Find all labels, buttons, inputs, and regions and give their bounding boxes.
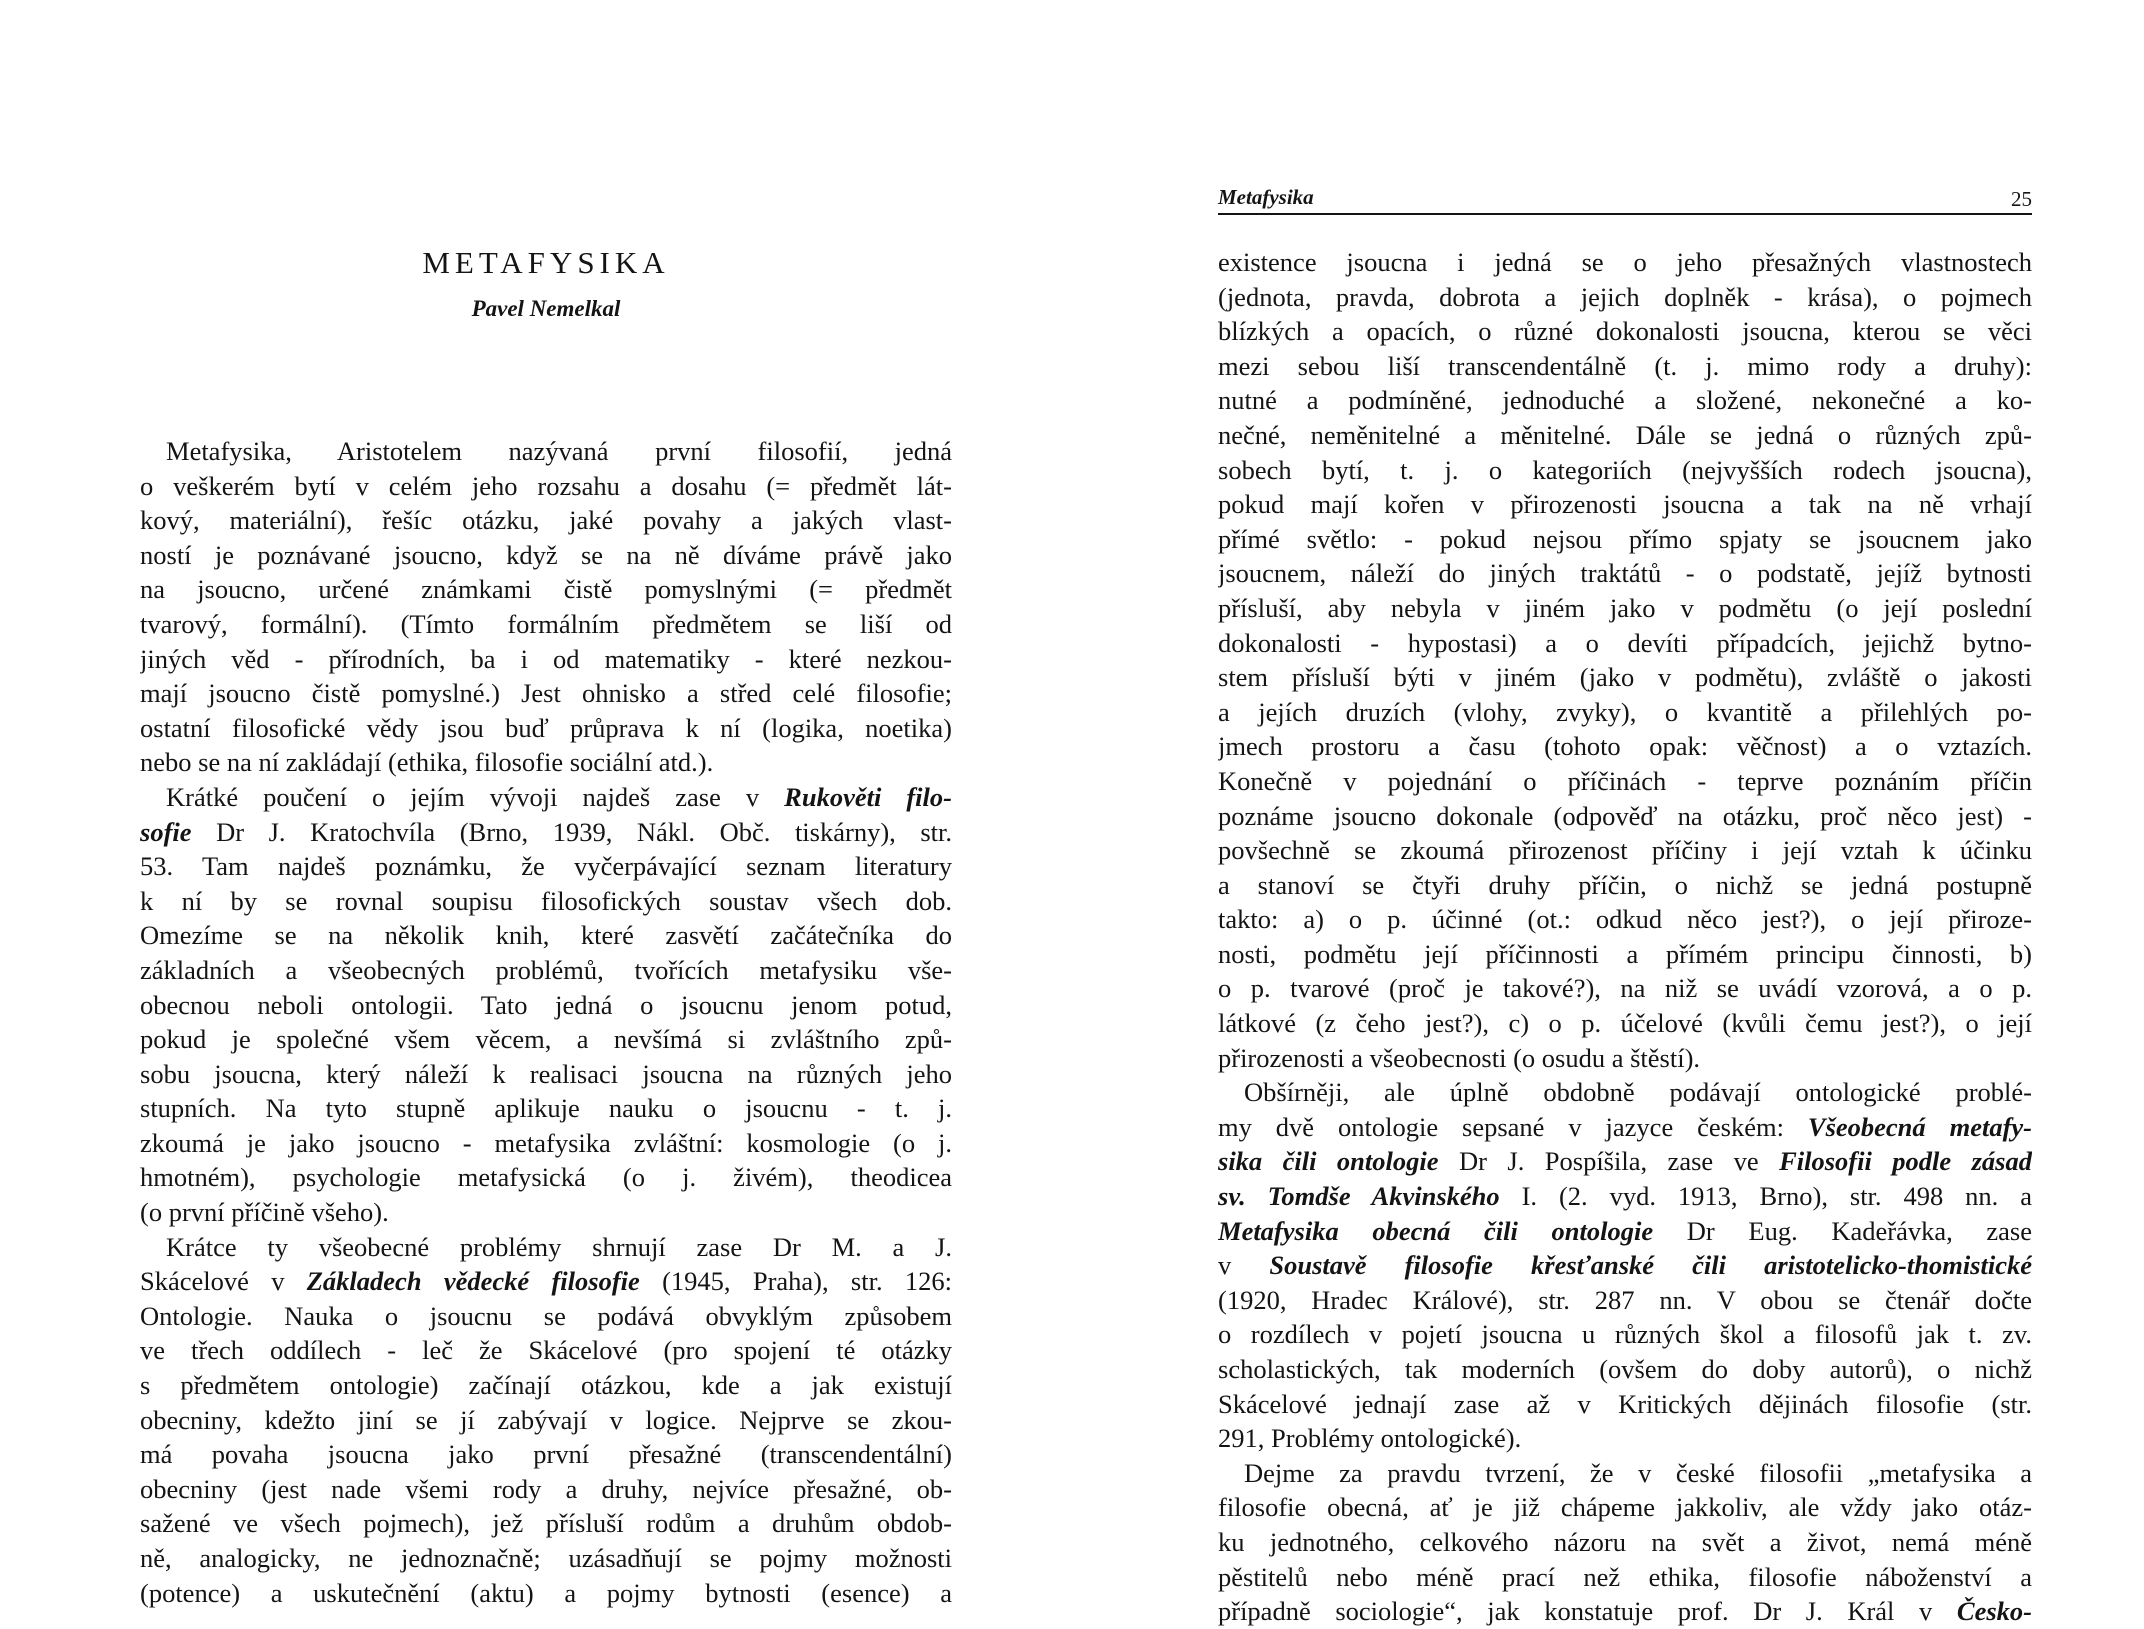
text-run: Dr J. Kratochvíla (Brno, 1939, Nákl. Obč. tiskárny), str. xyxy=(191,816,952,847)
right-page-text xyxy=(1218,245,2032,1629)
text-line: k ní by se rovnal soupisu filosofických soustav všech dob. xyxy=(140,885,952,916)
text-run: my dvě ontologie sepsané v jazyce českém: xyxy=(1218,1111,1808,1142)
text-line: Metafysika, Aristotelem nazývaná první filosofií, jedná xyxy=(166,436,952,466)
text-line: a jejích druzích (vlohy, zvyky), o kvantitě a přilehlých po- xyxy=(1218,696,2032,727)
text-line: nutné a podmíněné, jednoduché a složené, nekonečné a ko- xyxy=(1218,385,2032,416)
text-run: Skácelové v xyxy=(140,1266,307,1297)
text-line: (potence) a uskutečnění (aktu) a pojmy bytnosti (esence) a xyxy=(140,1577,952,1608)
text-line: Obšírněji, ale úplně obdobně podávají ontologické problé- xyxy=(1244,1077,2032,1108)
text-line: 291, Problémy ontologické). xyxy=(1218,1423,1522,1454)
left-page-text xyxy=(140,434,952,1610)
text-line xyxy=(140,780,952,815)
text-line: jiných věd - přírodních, ba i od matematiky - které nezkou- xyxy=(140,643,952,674)
text-line: (o první příčině všeho). xyxy=(140,1197,389,1228)
title-run: Soustavě filosofie křesťanské čili aristotelicko-thomistické xyxy=(1269,1250,2032,1281)
left-page xyxy=(0,0,1072,1608)
right-page xyxy=(1072,0,2144,1627)
article-heading: METAFYSIKA xyxy=(422,245,670,280)
text-line xyxy=(1218,1110,2032,1145)
text-line: pěstitelů nebo méně prací než ethika, filosofie náboženství a xyxy=(1218,1561,2032,1592)
text-run: případně sociologie“, jak konstatuje prof. Dr J. Král v xyxy=(1218,1596,1957,1627)
text-line: látkové (z čeho jest?), c) o p. účelové (kvůli čemu jest?), o její xyxy=(1218,1008,2032,1039)
running-title: Metafysika xyxy=(1218,185,1314,209)
text-line: nečné, neměnitelné a měnitelné. Dále se jedná o různých způ- xyxy=(1218,419,2032,450)
text-line xyxy=(1218,1144,2032,1179)
text-line: jmech prostoru a času (tohoto opak: věčnost) a o vztazích. xyxy=(1218,731,2032,762)
title-run: Česko- xyxy=(1956,1596,2032,1627)
text-line: takto: a) o p. účinné (ot.: odkud něco jest?), o její přiroze- xyxy=(1218,904,2032,935)
text-line: ností je poznávané jsoucno, když se na ně díváme právě jako xyxy=(140,539,952,570)
text-line: ve třech oddílech - leč že Skácelové (pro spojení té otázky xyxy=(140,1335,952,1366)
text-line: ku jednotného, celkového názoru na svět a život, nemá méně xyxy=(1218,1526,2032,1557)
text-line xyxy=(140,815,952,850)
text-line: přísluší, aby nebyla v jiném jako v podmětu (o její poslední xyxy=(1218,592,2032,623)
text-line xyxy=(140,1264,952,1299)
text-line: o rozdílech v pojetí jsoucna u různých škol a filosofů jak t. zv. xyxy=(1218,1319,2032,1350)
text-run: (1945, Praha), str. 126: xyxy=(639,1266,952,1297)
running-header xyxy=(1218,183,2032,215)
text-line: s předmětem ontologie) začínají otázkou, kde a jak existují xyxy=(140,1370,952,1401)
text-line: filosofie obecná, ať je již chápeme jakkoliv, ale vždy jako otáz- xyxy=(1218,1492,2032,1523)
text-line: tvarový, formální). (Tímto formálním předmětem se liší od xyxy=(140,608,952,639)
text-line: obecniny, kdežto jiní se jí zabývají v logice. Nejprve se zkou- xyxy=(140,1404,952,1435)
text-line: Omezíme se na několik knih, které zasvětí začátečníka do xyxy=(140,920,952,951)
title-run: Všeobecná metafy- xyxy=(1807,1111,2032,1142)
text-line: stupních. Na tyto stupně aplikuje nauku o jsoucnu - t. j. xyxy=(140,1093,952,1124)
page-number: 25 xyxy=(2011,187,2032,211)
text-line: dokonalosti - hypostasi) a o devíti případcích, jejichž bytno- xyxy=(1218,627,2032,658)
text-line xyxy=(1218,1248,2032,1283)
text-line: Skácelové jednají zase až v Kritických dějinách filosofie (str. xyxy=(1218,1388,2032,1419)
text-line: povšechně se zkoumá přirozenost příčiny i její vztah k účinku xyxy=(1218,835,2032,866)
text-line: scholastických, tak moderních (ovšem do doby autorů), o nichž xyxy=(1218,1354,2032,1384)
text-line: poznáme jsoucno dokonale (odpověď na otázku, proč něco jest) - xyxy=(1218,800,2032,831)
text-line: kový, materiální), řešíc otázku, jaké povahy a jakých vlast- xyxy=(140,505,952,536)
text-line: blízkých a opacích, o různé dokonalosti jsoucna, kterou se věci xyxy=(1218,316,2032,347)
text-line: přímé světlo: - pokud nejsou přímo spjaty se jsoucnem jako xyxy=(1218,523,2032,554)
text-line: Ontologie. Nauka o jsoucnu se podává obvyklým způsobem xyxy=(140,1300,952,1331)
text-line: přirozenosti a všeobecnosti (o osudu a štěstí). xyxy=(1218,1042,1701,1073)
text-line: jsoucnem, náleží do jiných traktátů - o podstatě, jejíž bytnosti xyxy=(1218,558,2032,589)
text-line: (jednota, pravda, dobrota a jejich doplněk - krása), o pojmech xyxy=(1218,281,2032,312)
text-line: sobech bytí, t. j. o kategoriích (nejvyšších rodech jsoucna), xyxy=(1218,454,2032,485)
text-line: o p. tvarové (proč je takové?), na niž se uvádí vzorová, a o p. xyxy=(1218,973,2032,1004)
text-line: má povaha jsoucna jako první přesažné (transcendentální) xyxy=(140,1439,952,1470)
text-line: nosti, podmětu její příčinnosti a přímém principu činnosti, b) xyxy=(1218,938,2032,969)
text-run: v xyxy=(1218,1250,1270,1281)
text-line: (1920, Hradec Králové), str. 287 nn. V obou se čtenář dočte xyxy=(1218,1284,2032,1315)
text-line xyxy=(1218,1594,2032,1629)
text-line: Dejme za pravdu tvrzení, že v české filosofii „metafysika a xyxy=(1244,1457,2032,1488)
text-line: a stanoví se čtyři druhy příčin, o nichž se jedná postupně xyxy=(1218,869,2032,900)
text-line: mezi sebou liší transcendentálně (t. j. mimo rody a druhy): xyxy=(1218,350,2032,381)
text-line: pokud mají kořen v přirozenosti jsoucna a tak na ně vrhají xyxy=(1218,489,2032,520)
text-line: stem přísluší býti v jiném (jako v podmětu), zvláště o jakosti xyxy=(1218,662,2032,693)
text-line: na jsoucno, určené známkami čistě pomyslnými (= předmět xyxy=(140,574,952,605)
title-run: Rukověti filo- xyxy=(784,781,952,812)
text-line: pokud je společné všem věcem, a nevšímá si zvláštního způ- xyxy=(140,1024,952,1055)
text-line: základních a všeobecných problémů, tvořících metafysiku vše- xyxy=(140,954,952,985)
article-author: Pavel Nemelkal xyxy=(471,296,621,321)
text-line: mají jsoucno čistě pomyslné.) Jest ohnisko a střed celé filosofie; xyxy=(140,678,952,709)
text-run: Krátké poučení o jejím vývoji najdeš zase v xyxy=(166,781,785,812)
text-run: Dr J. Pospíšila, zase ve xyxy=(1438,1146,1780,1177)
text-line: Konečně v pojednání o příčinách - teprve poznáním příčin xyxy=(1218,765,2032,796)
text-line: obecniny (jest nade všemi rody a druhy, nejvíce přesažné, ob- xyxy=(140,1473,952,1504)
text-line: ostatní filosofické vědy jsou buď průprava k ní (logika, noetika) xyxy=(140,712,952,743)
text-line: sobu jsoucna, který náleží k realisaci jsoucna na různých jeho xyxy=(140,1058,952,1089)
text-line: Krátce ty všeobecné problémy shrnují zase Dr M. a J. xyxy=(166,1231,952,1262)
text-run: Dr Eug. Kadeřávka, zase xyxy=(1653,1215,2032,1246)
text-line: hmotném), psychologie metafysická (o j. živém), theodicea xyxy=(140,1162,952,1193)
text-line: obecnou neboli ontologii. Tato jedná o jsoucnu jenom potud, xyxy=(140,989,952,1020)
title-run: sv. Tomdše Akvinského xyxy=(1218,1181,1500,1212)
title-run: Metafysika obecná čili ontologie xyxy=(1218,1215,1654,1246)
title-run: sika čili ontologie xyxy=(1218,1146,1439,1177)
text-line xyxy=(1218,1179,2032,1214)
text-line: sažené ve všech pojmech), jež přísluší rodům a druhům obdob- xyxy=(140,1508,952,1539)
text-line: nebo se na ní zakládají (ethika, filosofie sociální atd.). xyxy=(140,747,714,778)
text-line xyxy=(1218,1214,2032,1249)
title-run: sofie xyxy=(140,816,192,847)
title-run: Filosofii podle zásad xyxy=(1779,1146,2032,1177)
text-line: zkoumá je jako jsoucno - metafysika zvláštní: kosmologie (o j. xyxy=(140,1127,952,1158)
text-run: I. (2. vyd. 1913, Brno), str. 498 nn. a xyxy=(1499,1181,2032,1212)
text-line: 53. Tam najdeš poznámku, že vyčerpávající seznam literatury xyxy=(140,851,952,882)
title-run: Základech vědecké filosofie xyxy=(306,1266,640,1297)
text-line: existence jsoucna i jedná se o jeho přesažných vlastnostech xyxy=(1218,247,2032,277)
text-line: o veškerém bytí v celém jeho rozsahu a dosahu (= předmět lát- xyxy=(140,470,952,501)
text-line: ně, analogicky, ne jednoznačně; uzásadňují se pojmy možnosti xyxy=(140,1543,952,1573)
